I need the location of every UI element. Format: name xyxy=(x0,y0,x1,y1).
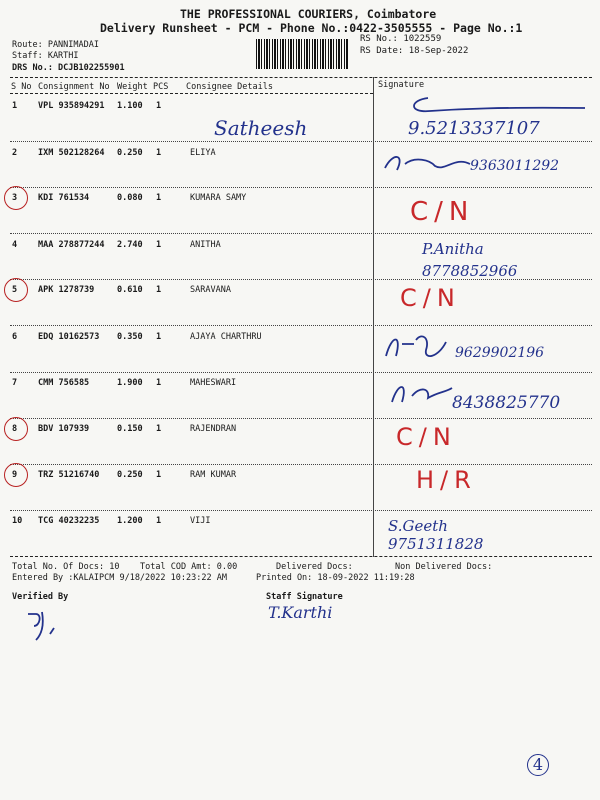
row-signature: C/N xyxy=(410,197,475,227)
row-consignment: IXM 502128264 xyxy=(38,148,105,158)
row-signature: C/N xyxy=(400,284,461,312)
signature-scribble xyxy=(390,95,590,120)
row-sno: 2 xyxy=(12,148,18,158)
row-sno: 6 xyxy=(12,332,18,342)
row-sno: 4 xyxy=(12,240,18,250)
row-divider xyxy=(10,325,592,326)
row-signature: P.Anitha 8778852966 xyxy=(422,240,518,280)
verifier-signature xyxy=(20,604,70,644)
row-pcs: 1 xyxy=(156,101,162,111)
row-signature: S.Geeth 9751311828 xyxy=(388,517,484,553)
row-consignment: BDV 107939 xyxy=(38,424,90,434)
company-title: THE PROFESSIONAL COURIERS, Coimbatore xyxy=(180,7,437,21)
row-signature: 9363011292 xyxy=(470,158,560,174)
col-consignee: Consignee Details xyxy=(186,82,273,92)
staff-signature-label: Staff Signature xyxy=(266,592,343,602)
staff-signature-scribble: T.Karthi xyxy=(268,603,333,622)
table-bottom-rule xyxy=(10,556,592,557)
row-divider xyxy=(10,187,592,188)
entered-by: Entered By :KALAIPCM 9/18/2022 10:23:22 AM xyxy=(12,573,227,583)
signature-scribble xyxy=(378,330,453,362)
printed-on: Printed On: 18-09-2022 11:19:28 xyxy=(256,573,415,583)
row-consignee: RAJENDRAN xyxy=(190,424,237,434)
total-docs: Total No. Of Docs: 10 xyxy=(12,562,120,572)
row-consignment: VPL 935894291 xyxy=(38,101,105,111)
row-consignee: SARAVANA xyxy=(190,285,231,295)
signature-column-divider xyxy=(373,77,374,557)
row-consignee: MAHESWARI xyxy=(190,378,237,388)
verified-by-label: Verified By xyxy=(12,592,69,602)
staff-label: Staff: KARTHI xyxy=(12,51,79,61)
row-consignee: KUMARA SAMY xyxy=(190,193,247,203)
handwritten-receiver-name: Satheesh xyxy=(214,116,308,140)
row-sno: 10 xyxy=(12,516,23,526)
row-pcs: 1 xyxy=(156,470,162,480)
row-weight: 0.250 xyxy=(117,148,143,158)
row-consignment: TRZ 51216740 xyxy=(38,470,100,480)
row-weight: 1.200 xyxy=(117,516,143,526)
row-sno: 1 xyxy=(12,101,18,111)
row-consignee: VIJI xyxy=(190,516,211,526)
rs-date: RS Date: 18-Sep-2022 xyxy=(360,46,469,56)
col-sno: S No xyxy=(11,82,32,92)
signature-scribble xyxy=(375,150,475,180)
row-sno: 8 xyxy=(12,424,18,434)
row-pcs: 1 xyxy=(156,193,162,203)
col-signature: Signature xyxy=(378,80,425,90)
barcode xyxy=(256,39,348,69)
runsheet-title: Delivery Runsheet - PCM - Phone No.:0422-3505555 - Page No.:1 xyxy=(100,21,523,35)
col-pcs: PCS xyxy=(153,82,169,92)
row-weight: 0.250 xyxy=(117,470,143,480)
row-sno: 9 xyxy=(12,470,18,480)
row-consignee: ANITHA xyxy=(190,240,221,250)
total-cod: Total COD Amt: 0.00 xyxy=(140,562,238,572)
row-weight: 0.610 xyxy=(117,285,143,295)
row-pcs: 1 xyxy=(156,285,162,295)
route-label: Route: PANNIMADAI xyxy=(12,40,99,50)
row-consignee: AJAYA CHARTHRU xyxy=(190,332,262,342)
row-consignment: TCG 40232235 xyxy=(38,516,100,526)
row-consignment: KDI 761534 xyxy=(38,193,90,203)
row-consignment: EDQ 10162573 xyxy=(38,332,100,342)
row-weight: 0.350 xyxy=(117,332,143,342)
row-pcs: 1 xyxy=(156,240,162,250)
row-signature: H/R xyxy=(416,466,477,494)
rs-number: RS No.: 1022559 xyxy=(360,34,442,44)
row-divider xyxy=(10,418,592,419)
row-pcs: 1 xyxy=(156,148,162,158)
header-bottom-rule xyxy=(10,93,373,94)
row-signature: 9.5213337107 xyxy=(408,118,540,139)
row-divider xyxy=(10,141,592,142)
page-number-mark: 4 xyxy=(527,754,549,776)
row-weight: 2.740 xyxy=(117,240,143,250)
row-pcs: 1 xyxy=(156,378,162,388)
row-signature: C/N xyxy=(396,423,457,451)
row-pcs: 1 xyxy=(156,332,162,342)
non-delivered-docs: Non Delivered Docs: xyxy=(395,562,493,572)
row-sno: 7 xyxy=(12,378,18,388)
signature-scribble xyxy=(386,378,456,408)
row-divider xyxy=(10,372,592,373)
row-pcs: 1 xyxy=(156,516,162,526)
col-consignment: Consignment No xyxy=(38,82,110,92)
row-signature: 9629902196 xyxy=(455,345,545,361)
row-consignee: RAM KUMAR xyxy=(190,470,237,480)
row-divider xyxy=(10,279,592,280)
row-weight: 0.080 xyxy=(117,193,143,203)
row-divider xyxy=(10,464,592,465)
row-sno: 3 xyxy=(12,193,18,203)
row-divider xyxy=(10,233,592,234)
row-signature: 8438825770 xyxy=(452,393,561,413)
row-consignment: CMM 756585 xyxy=(38,378,90,388)
row-consignee: ELIYA xyxy=(190,148,216,158)
header-top-rule xyxy=(10,77,592,78)
col-weight: Weight xyxy=(117,82,148,92)
row-sno: 5 xyxy=(12,285,18,295)
row-consignment: APK 1278739 xyxy=(38,285,95,295)
row-divider xyxy=(10,510,592,511)
row-weight: 1.900 xyxy=(117,378,143,388)
row-weight: 0.150 xyxy=(117,424,143,434)
drs-number: DRS No.: DCJB102255901 xyxy=(12,63,125,73)
row-pcs: 1 xyxy=(156,424,162,434)
delivered-docs: Delivered Docs: xyxy=(276,562,353,572)
row-consignment: MAA 278877244 xyxy=(38,240,105,250)
row-weight: 1.100 xyxy=(117,101,143,111)
